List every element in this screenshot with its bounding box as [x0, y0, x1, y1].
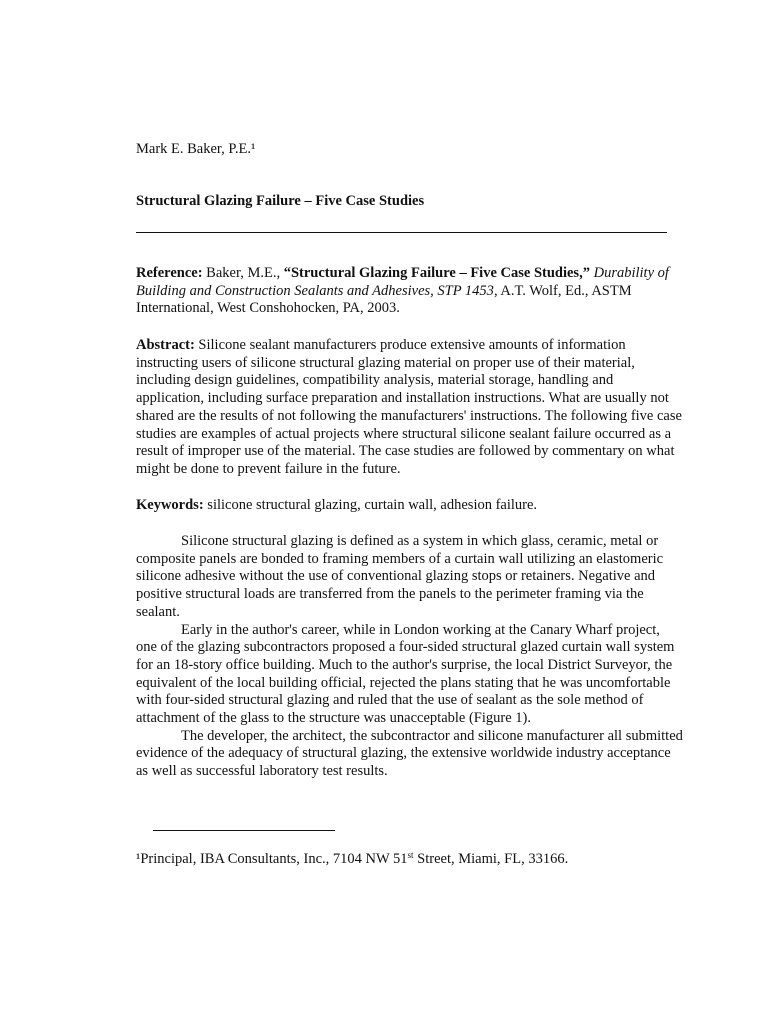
reference-source: Durability of Building and Construction Sealants and Adhesives, STP 1453 [136, 265, 669, 299]
abstract-text: Silicone sealant manufacturers produce extensive amounts of information instructing users of silicone structural glazing material on proper use of their material, including design guidelines, compatibility analysis, material storage, handling and application, including surface preparation and installation instructions. What are usually not shared are the results of not following the manufacturers' instructions. The following five case studies are examples of actual projects where structural silicone sealant failure occurred as a result of improper use of the material. The case studies are followed by commentary on what might be done to prevent failure in the future. [136, 337, 682, 477]
footnote-text-after: Street, Miami, FL, 33166. [413, 851, 569, 867]
keywords-paragraph [136, 497, 684, 515]
footnote-superscript: st [407, 850, 414, 860]
reference-paragraph [136, 265, 684, 318]
keywords-label: Keywords: [136, 497, 204, 513]
reference-publisher: , A.T. Wolf, Ed., ASTM International, West Conshohocken, PA, 2003. [136, 282, 632, 317]
paper-title: Structural Glazing Failure – Five Case Studies [136, 193, 425, 209]
reference-authors: Baker, M.E., [206, 265, 281, 281]
footnote-divider [153, 830, 335, 831]
abstract-paragraph [136, 337, 684, 479]
footnote-text-before: Principal, IBA Consultants, Inc., 7104 NW 51 [140, 851, 408, 867]
abstract-label: Abstract: [136, 337, 195, 353]
body-paragraph: Early in the author's career, while in London working at the Canary Wharf project, one of the glazing subcontractors proposed a four-sided structural glazed curtain wall system for an 18-story office building. Much to the author's surprise, the local District Surveyor, the equivalent of the local building official, rejected the plans stating that he was uncomfortable with four-sided structural glazing and ruled that the use of sealant as the sole method of attachment of the glass to the structure was unacceptable (Figure 1). [136, 621, 675, 727]
reference-paper-title: “Structural Glazing Failure – Five Case Studies,” [283, 265, 590, 281]
reference-label: Reference: [136, 265, 203, 281]
body-text [136, 533, 684, 781]
footnote [136, 851, 684, 869]
title-divider [136, 232, 667, 233]
body-paragraph: The developer, the architect, the subcontractor and silicone manufacturer all submitted evidence of the adequacy of structural glazing, the extensive worldwide industry acceptance as well as successful laboratory test results. [136, 727, 683, 780]
body-paragraph: Silicone structural glazing is defined as a system in which glass, ceramic, metal or composite panels are bonded to framing members of a curtain wall utilizing an elastomeric silicone adhesive without the use of conventional glazing stops or retainers. Negative and positive structural loads are transferred from the panels to the perimeter framing via the sealant. [136, 533, 664, 620]
footnote-marker: ¹ [136, 851, 141, 867]
keywords-text: silicone structural glazing, curtain wall, adhesion failure. [207, 497, 538, 513]
author-line: Mark E. Baker, P.E.¹ [136, 141, 256, 157]
